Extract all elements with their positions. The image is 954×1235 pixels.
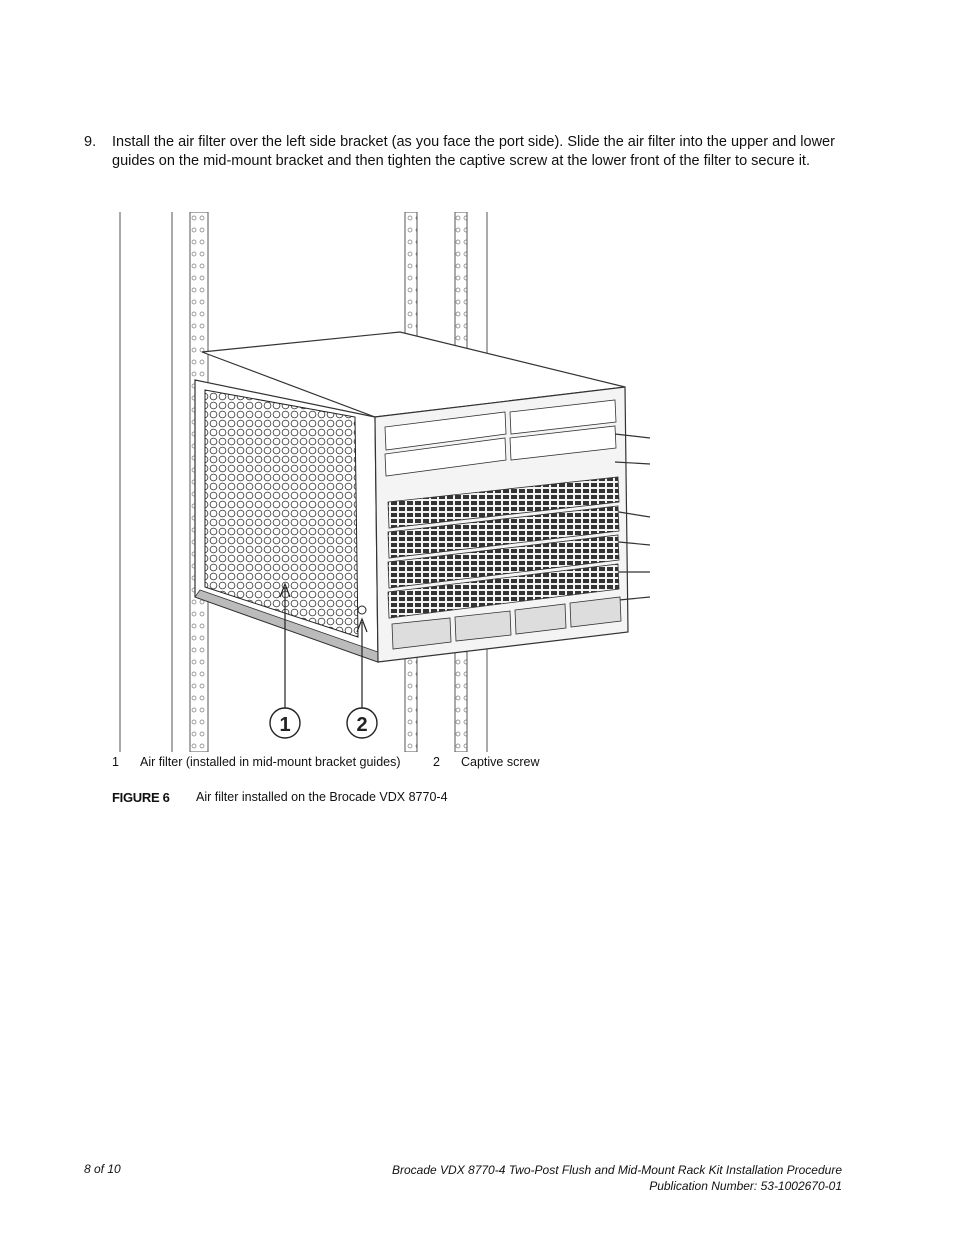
page-number: 8 of 10 [84,1162,121,1176]
step-number: 9. [84,134,97,150]
step-text: Install the air filter over the left side bracket (as you face the port side). Slide the air filter into the upper and lower guides on the mid-mount bracket and then tighten the captive screw at the lower front of the filter to secure it. [112,134,835,169]
callout-2-label: 2 [356,714,368,736]
figure-label: FIGURE 6 [112,790,170,805]
legend-number-1: 1 [112,755,119,769]
doc-title: Brocade VDX 8770-4 Two-Post Flush and Mid-Mount Rack Kit Installation Procedure [392,1163,842,1177]
legend-number-2: 2 [433,755,440,769]
callout-1-label: 1 [279,714,291,736]
step-9 [84,133,844,171]
publication-number: Publication Number: 53-1002670-01 [649,1179,842,1193]
callout-1 [270,708,300,738]
captive-screw [358,606,366,614]
figure-illustration [110,212,670,752]
legend-text-1: Air filter (installed in mid-mount bracket guides) [140,755,401,769]
footer-right [392,1162,842,1194]
legend-text-2: Captive screw [461,755,540,769]
figure-title: Air filter installed on the Brocade VDX 8770-4 [196,790,448,804]
callout-2 [347,708,377,738]
